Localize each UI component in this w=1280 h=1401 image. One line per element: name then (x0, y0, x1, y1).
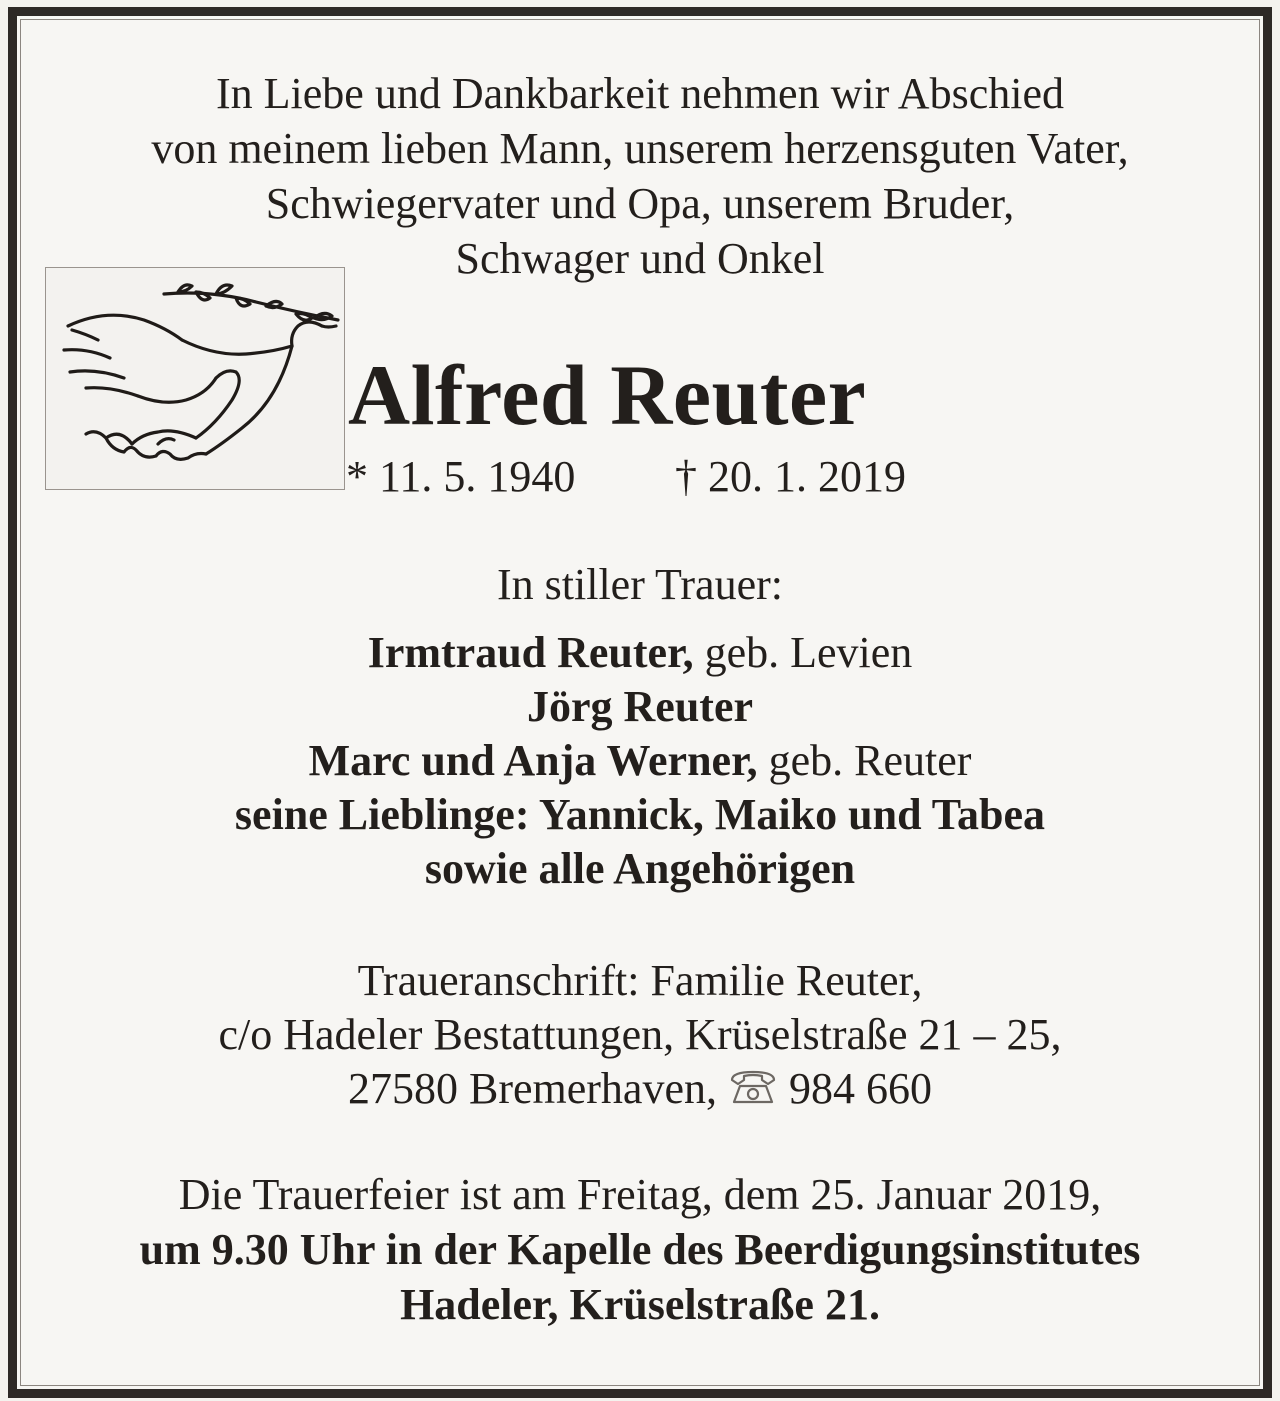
birth-date: * 11. 5. 1940 (346, 452, 576, 501)
intro-line-2: von meinem lieben Mann, unserem herzensguten Vater, (151, 124, 1129, 173)
service-line-1: Die Trauerfeier ist am Freitag, dem 25. Januar 2019, (178, 1170, 1102, 1219)
service-line-3: Hadeler, Krüselstraße 21. (400, 1280, 880, 1329)
mourner-line (0, 680, 1280, 734)
mourner-name: Jörg Reuter (526, 682, 753, 731)
intro-line-4: Schwager und Onkel (455, 234, 825, 283)
death-date: † 20. 1. 2019 (675, 452, 906, 501)
telephone-icon (728, 1068, 778, 1106)
service-line-2: um 9.30 Uhr in der Kapelle des Beerdigungsinstitutes (139, 1225, 1141, 1274)
deceased-name: Alfred Reuter (348, 347, 867, 443)
mourner-name: Irmtraud Reuter, (367, 628, 694, 677)
phone-number: 984 660 (778, 1064, 932, 1113)
dove-image-box (45, 267, 345, 490)
funeral-service (0, 1167, 1280, 1332)
mourner-line (0, 626, 1280, 680)
mourning-address (0, 954, 1280, 1116)
mourner-note: geb. Levien (693, 628, 913, 677)
dove-with-olive-branch-icon (46, 268, 344, 489)
intro-line-3: Schwiegervater und Opa, unserem Bruder, (265, 179, 1015, 228)
mourner-line (0, 842, 1280, 896)
address-line-3 (0, 1062, 1280, 1116)
mourner-note: geb. Reuter (757, 736, 972, 785)
mourner-line (0, 788, 1280, 842)
intro-line-1: In Liebe und Dankbarkeit nehmen wir Abschied (216, 69, 1064, 118)
mourner-name: Marc und Anja Werner, (308, 736, 758, 785)
mourner-name: sowie alle Angehörigen (424, 844, 856, 893)
address-line-1: Traueranschrift: Familie Reuter, (357, 956, 923, 1005)
mourners-list (0, 626, 1280, 896)
intro-text (0, 66, 1280, 286)
address-line-2: c/o Hadeler Bestattungen, Krüselstraße 21 – 25, (218, 1010, 1062, 1059)
mourner-name: seine Lieblinge: Yannick, Maiko und Tabea (234, 790, 1046, 839)
mourner-line (0, 734, 1280, 788)
mourning-heading: In stiller Trauer: (497, 560, 783, 609)
address-city: 27580 Bremerhaven, (348, 1064, 728, 1113)
